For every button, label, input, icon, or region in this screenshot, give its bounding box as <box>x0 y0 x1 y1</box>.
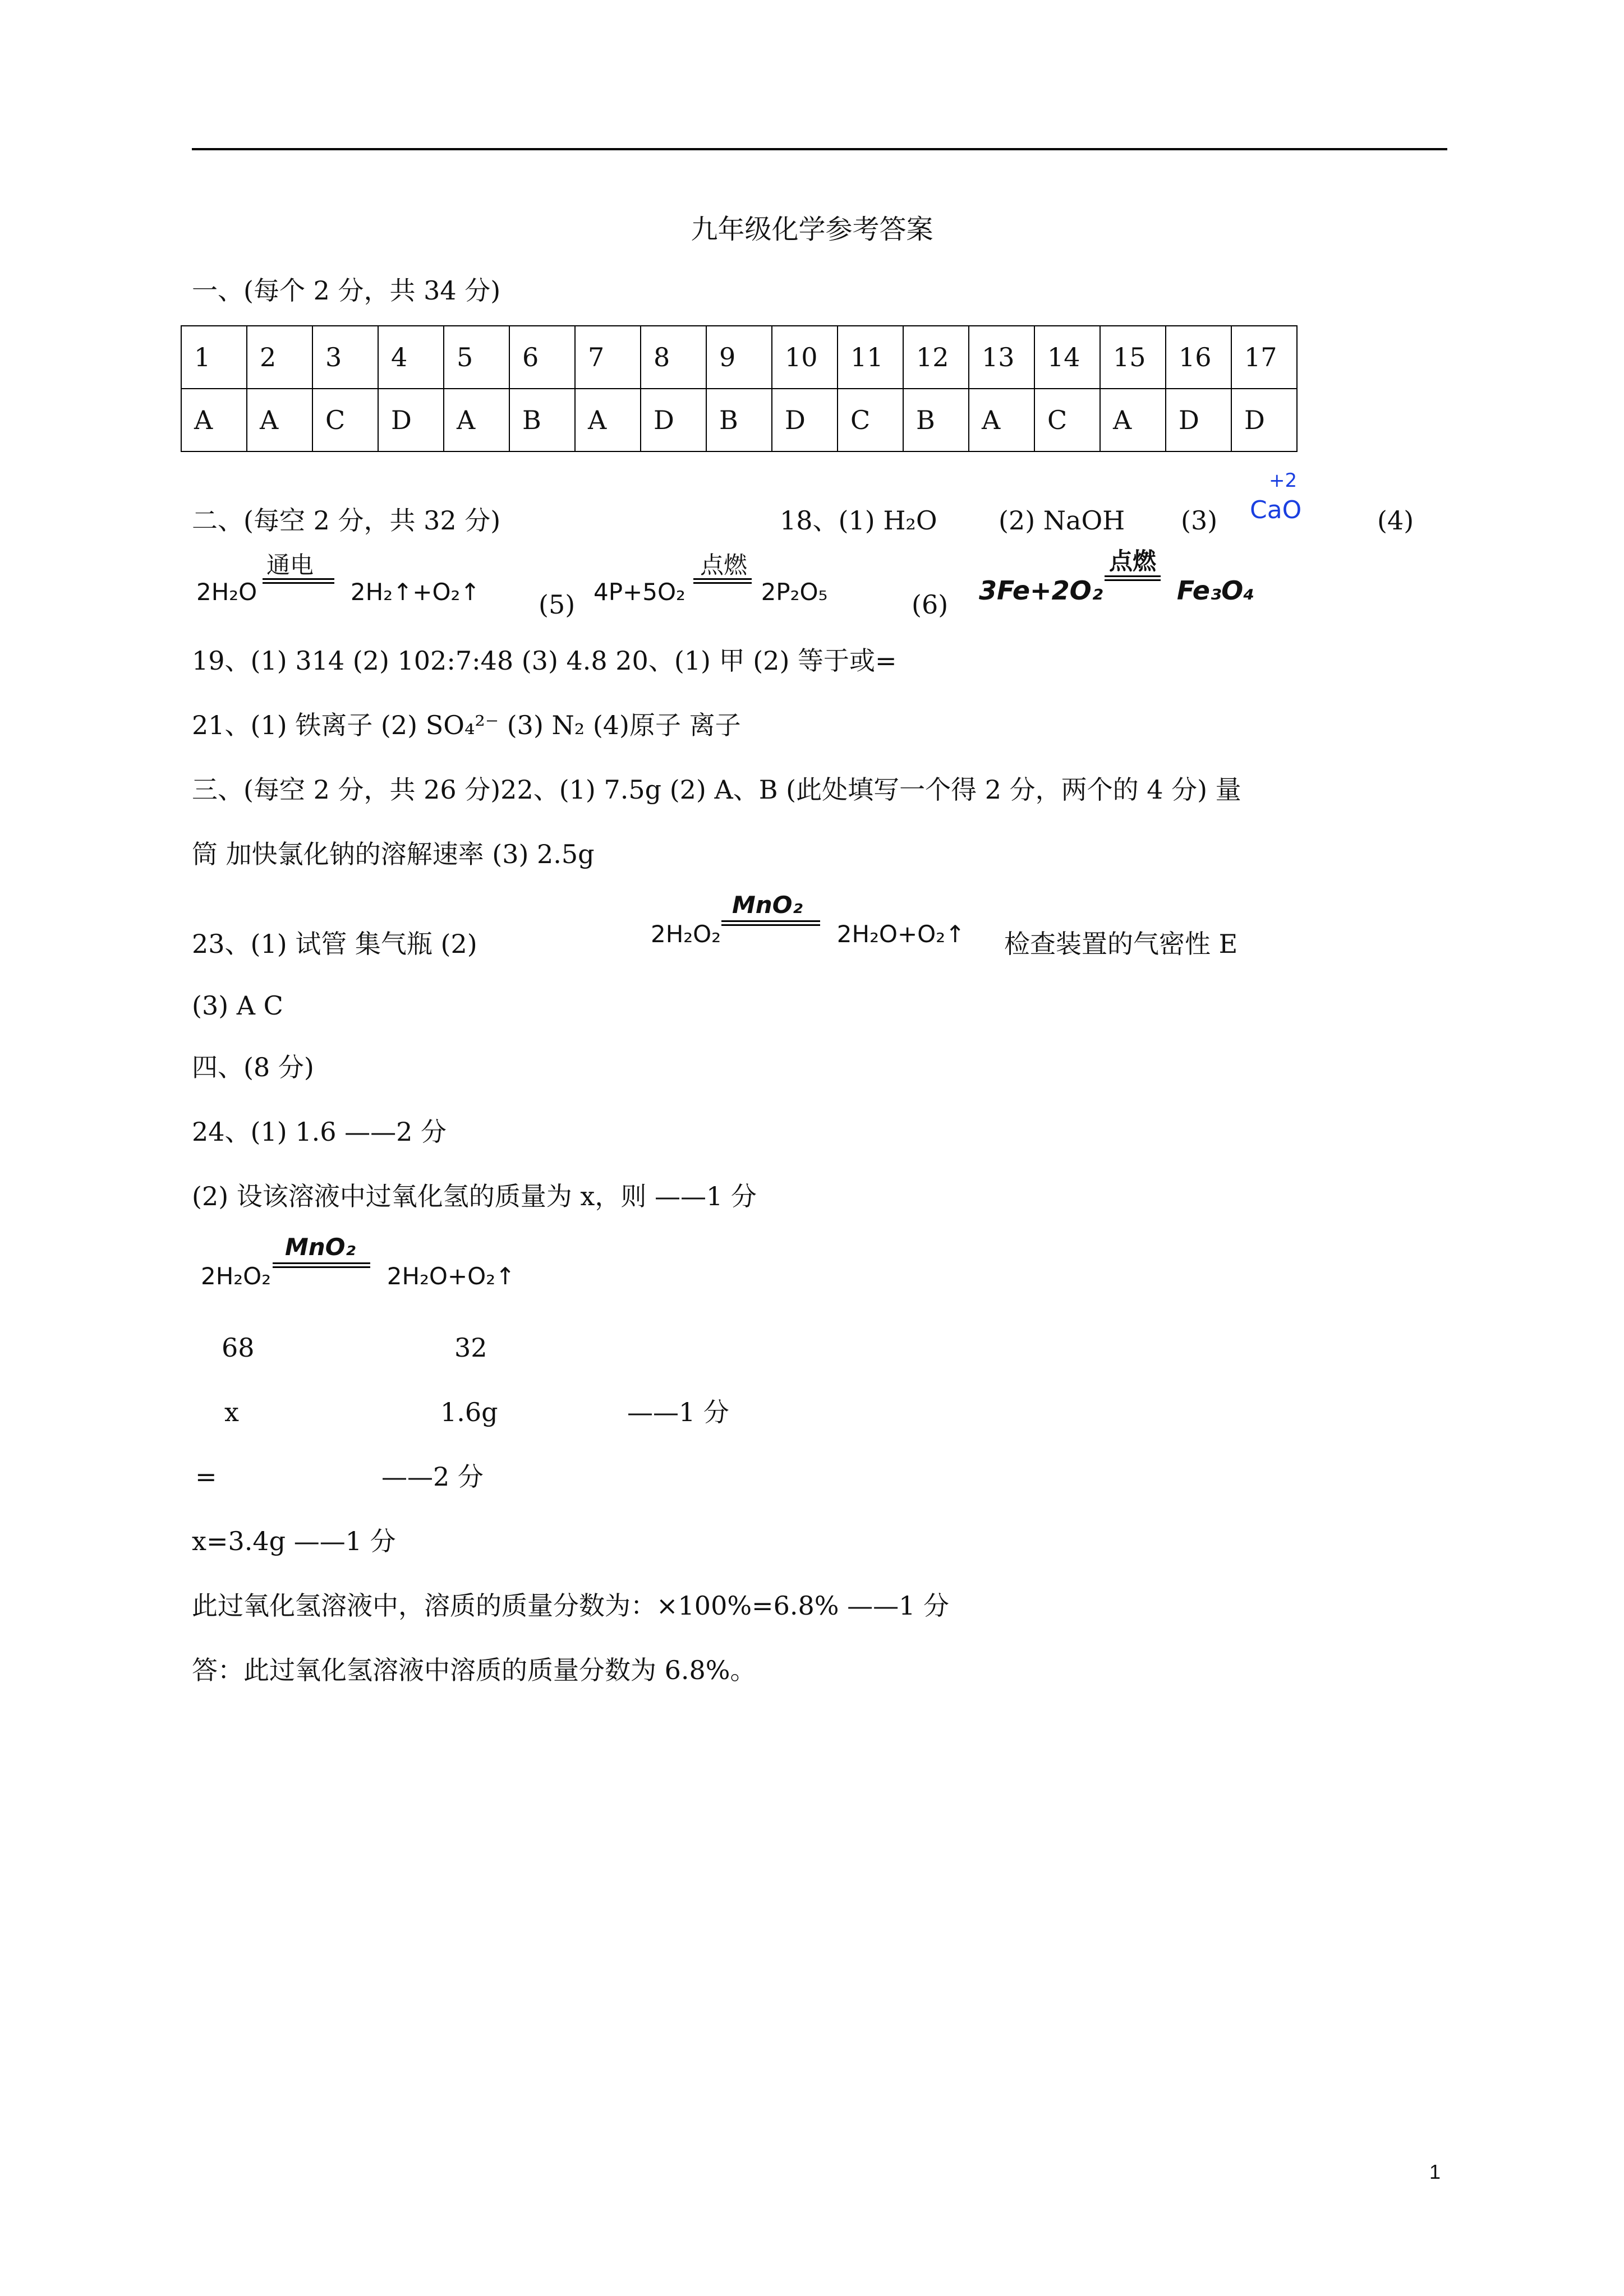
table-cell: 5 <box>444 326 509 389</box>
mass-x: x <box>224 1397 239 1427</box>
eq-double-bar <box>1105 575 1161 581</box>
equation-peroxide-2 <box>201 1233 516 1290</box>
q23-rest: 检查装置的气密性 E <box>1004 929 1238 959</box>
table-cell: A <box>575 389 641 451</box>
table-cell: 8 <box>641 326 706 389</box>
table-cell: 15 <box>1100 326 1166 389</box>
q18-part3: (3) <box>1181 505 1218 536</box>
table-cell: C <box>312 389 378 451</box>
table-cell: A <box>247 389 312 451</box>
header-rule <box>192 148 1447 150</box>
section1-heading: 一、(每个 2 分，共 34 分) <box>192 275 501 306</box>
result-line: x=3.4g ——1 分 <box>192 1526 396 1556</box>
line-21: 21、(1) 铁离子 (2) SO₄²⁻ (3) N₂ (4)原子 离子 <box>192 710 741 740</box>
page-number: 1 <box>1429 2160 1441 2183</box>
table-cell: D <box>1231 389 1297 451</box>
table-cell: 7 <box>575 326 641 389</box>
table-cell: 12 <box>903 326 969 389</box>
table-cell: 1 <box>181 326 247 389</box>
eq-reactants: 2H₂O <box>196 578 257 606</box>
table-cell: A <box>969 389 1034 451</box>
table-cell: D <box>378 389 444 451</box>
eq-products: 2P₂O₅ <box>761 578 828 606</box>
table-cell: 4 <box>378 326 444 389</box>
table-cell: A <box>1100 389 1166 451</box>
table-cell: A <box>444 389 509 451</box>
table-cell: 3 <box>312 326 378 389</box>
mass-1-6g: 1.6g <box>440 1397 498 1427</box>
answer-line: 答：此过氧化氢溶液中溶质的质量分数为 6.8%。 <box>192 1655 756 1685</box>
cao-formula: CaO <box>1250 496 1302 524</box>
eq-condition: 通电 <box>266 551 314 579</box>
mass-68: 68 <box>222 1333 255 1363</box>
table-row-answers <box>181 389 1297 451</box>
eq-condition: MnO₂ <box>732 891 803 919</box>
eq-condition: MnO₂ <box>285 1233 356 1261</box>
ratio-equals: = <box>195 1461 217 1492</box>
table-cell: C <box>838 389 903 451</box>
table-cell: 17 <box>1231 326 1297 389</box>
line-19-20: 19、(1) 314 (2) 102:7:48 (3) 4.8 20、(1) 甲 (2) 等于或= <box>192 646 897 676</box>
eq-products: 2H₂↑+O₂↑ <box>350 578 480 606</box>
section2-heading: 二、(每空 2 分，共 32 分) <box>192 505 501 536</box>
q18-part6: (6) <box>912 589 949 620</box>
table-cell: 11 <box>838 326 903 389</box>
table-cell: 16 <box>1166 326 1231 389</box>
table-cell: 13 <box>969 326 1034 389</box>
table-cell: B <box>509 389 575 451</box>
eq-products: Fe₃O₄ <box>1176 575 1255 606</box>
eq-reactants: 3Fe+2O₂ <box>979 575 1103 606</box>
equation-phosphorus <box>594 551 828 606</box>
line-24-2: (2) 设该溶液中过氧化氢的质量为 x，则 ——1 分 <box>192 1181 757 1211</box>
section4-heading: 四、(8 分) <box>192 1052 314 1082</box>
table-cell: D <box>1166 389 1231 451</box>
eq-products: 2H₂O+O₂↑ <box>836 920 965 948</box>
eq-condition: 点燃 <box>700 551 748 579</box>
eq-double-bar <box>263 578 334 584</box>
mass-score: ——1 分 <box>627 1397 729 1427</box>
equation-electrolysis <box>196 551 480 606</box>
eq-reactants: 4P+5O₂ <box>594 578 686 606</box>
equation-iron <box>979 547 1255 606</box>
eq-double-bar <box>273 1262 370 1268</box>
q18-part5: (5) <box>539 589 576 620</box>
table-cell: 9 <box>706 326 772 389</box>
table-cell: B <box>903 389 969 451</box>
q18-part4: (4) <box>1377 505 1414 536</box>
table-cell: A <box>181 389 247 451</box>
eq-double-bar <box>693 578 752 584</box>
table-cell: 6 <box>509 326 575 389</box>
page-title: 九年级化学参考答案 <box>691 214 933 245</box>
table-cell: D <box>772 389 838 451</box>
eq-products: 2H₂O+O₂↑ <box>387 1262 516 1290</box>
eq-reactants: 2H₂O₂ <box>201 1262 272 1290</box>
q18-part2: (2) NaOH <box>999 505 1125 536</box>
table-cell: D <box>641 389 706 451</box>
mass-32: 32 <box>454 1333 487 1363</box>
ratio-score: ——2 分 <box>381 1461 484 1492</box>
table-cell: C <box>1034 389 1100 451</box>
table-cell: 14 <box>1034 326 1100 389</box>
q18-part1: 18、(1) H₂O <box>780 505 937 536</box>
table-row-numbers <box>181 326 1297 389</box>
table-cell: 10 <box>772 326 838 389</box>
eq-condition: 点燃 <box>1109 547 1157 575</box>
equation-peroxide-1 <box>651 891 965 948</box>
line-24-1: 24、(1) 1.6 ——2 分 <box>192 1117 447 1147</box>
eq-reactants: 2H₂O₂ <box>651 920 721 948</box>
line-22b: 筒 加快氯化钠的溶解速率 (3) 2.5g <box>192 839 595 869</box>
line-23b: (3) A C <box>192 990 283 1021</box>
eq-double-bar <box>721 920 820 926</box>
table-cell: 2 <box>247 326 312 389</box>
line-22a: 三、(每空 2 分，共 26 分)22、(1) 7.5g (2) A、B (此处填写一个得 2 分，两个的 4 分) 量 <box>192 774 1241 805</box>
table-cell: B <box>706 389 772 451</box>
q23-label: 23、(1) 试管 集气瓶 (2) <box>192 929 477 959</box>
valence-mark: +2 <box>1269 469 1298 492</box>
fraction-line: 此过氧化氢溶液中，溶质的质量分数为：×100%=6.8% ——1 分 <box>192 1590 949 1621</box>
answer-table <box>181 325 1298 452</box>
